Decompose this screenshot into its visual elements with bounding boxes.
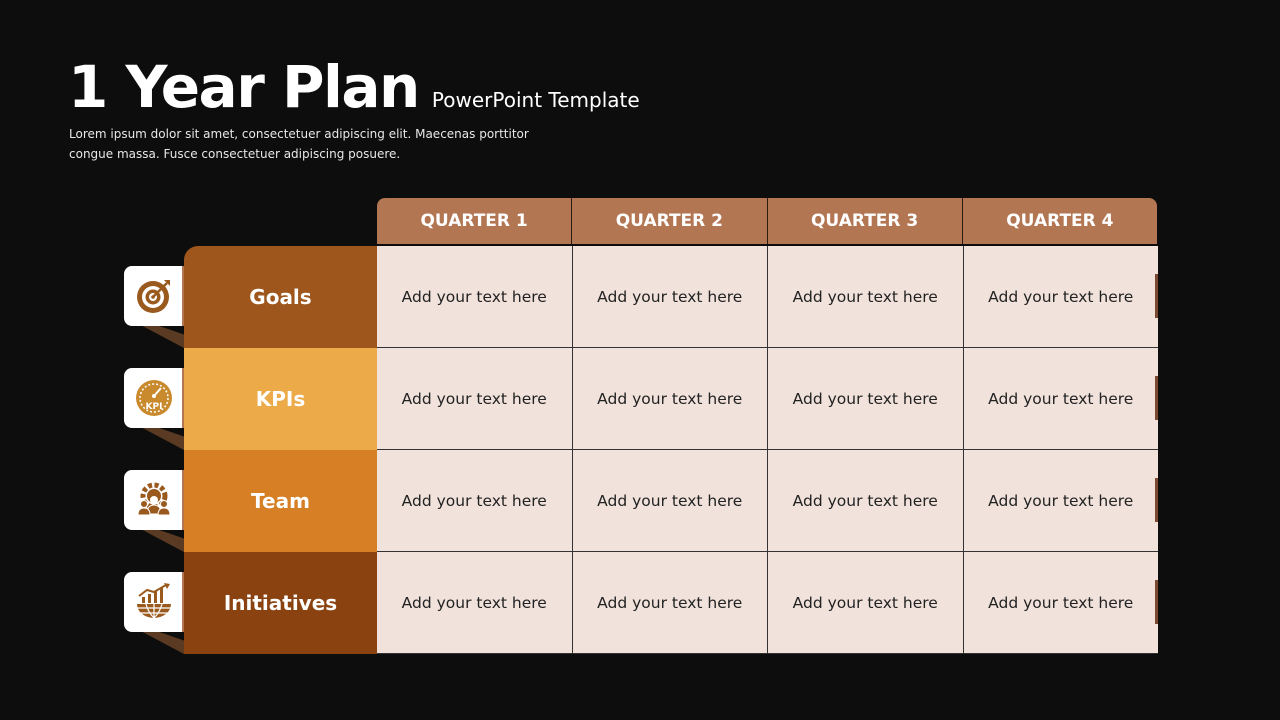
- table-cell[interactable]: [377, 450, 573, 552]
- row-cells: [377, 552, 1158, 654]
- quarter-1-header: QUARTER 1: [377, 198, 572, 244]
- description-line: Lorem ipsum dolor sit amet, consectetuer adipiscing elit. Maecenas porttitor: [69, 127, 529, 141]
- slide-subtitle: PowerPoint Template: [431, 88, 640, 112]
- table-cell[interactable]: [377, 348, 573, 450]
- cell-text: Add your text here: [401, 593, 547, 612]
- team-gear-icon: [134, 480, 174, 520]
- cell-text: Add your text here: [401, 287, 547, 306]
- table-cell[interactable]: [573, 450, 769, 552]
- plan-row-goals: [124, 246, 1158, 348]
- row-icon-box: [124, 266, 184, 326]
- table-cell[interactable]: [964, 246, 1159, 348]
- row-label-goals: Goals: [184, 246, 377, 348]
- quarter-3-header: QUARTER 3: [768, 198, 963, 244]
- plan-row-team: [124, 450, 1158, 552]
- cell-text: Add your text here: [792, 287, 938, 306]
- quarter-header: [377, 198, 1157, 244]
- svg-text:KPI: KPI: [145, 402, 163, 412]
- cell-text: Add your text here: [597, 287, 743, 306]
- slide-title: 1 Year Plan: [68, 53, 419, 121]
- plan-row-initiatives: [124, 552, 1158, 654]
- cell-edge-mark: [1155, 274, 1158, 318]
- table-cell[interactable]: [573, 552, 769, 654]
- cell-text: Add your text here: [792, 491, 938, 510]
- row-label-kpis: KPIs: [184, 348, 377, 450]
- cell-text: Add your text here: [988, 389, 1134, 408]
- table-cell[interactable]: [377, 552, 573, 654]
- globe-growth-icon: [134, 582, 174, 622]
- quarter-4-header: QUARTER 4: [1006, 211, 1114, 231]
- row-cells: [377, 450, 1158, 552]
- table-cell[interactable]: [768, 348, 964, 450]
- table-cell[interactable]: [768, 246, 964, 348]
- table-cell[interactable]: [573, 348, 769, 450]
- table-cell[interactable]: [964, 450, 1159, 552]
- cell-text: Add your text here: [597, 389, 743, 408]
- quarter-2-header: QUARTER 2: [572, 198, 767, 244]
- cell-text: Add your text here: [988, 287, 1134, 306]
- cell-text: Add your text here: [401, 491, 547, 510]
- cell-text: Add your text here: [988, 491, 1134, 510]
- table-cell[interactable]: [964, 348, 1159, 450]
- cell-text: Add your text here: [597, 491, 743, 510]
- cell-edge-mark: [1155, 580, 1158, 624]
- plan-row-kpis: [124, 348, 1158, 450]
- cell-text: Add your text here: [792, 389, 938, 408]
- target-icon: [134, 276, 174, 316]
- cell-text: Add your text here: [597, 593, 743, 612]
- row-icon-box: [124, 470, 184, 530]
- cell-text: Add your text here: [401, 389, 547, 408]
- table-cell[interactable]: [573, 246, 769, 348]
- description-line: congue massa. Fusce consectetuer adipiscing posuere.: [69, 147, 401, 161]
- row-cells: [377, 246, 1158, 348]
- row-label-team: Team: [184, 450, 377, 552]
- row-icon-box: [124, 572, 184, 632]
- title-block: [68, 52, 640, 122]
- table-cell[interactable]: [964, 552, 1159, 654]
- row-label-initiatives: Initiatives: [184, 552, 377, 654]
- kpi-gauge-icon: [134, 378, 174, 418]
- cell-text: Add your text here: [988, 593, 1134, 612]
- table-cell[interactable]: [768, 552, 964, 654]
- row-icon-box: [124, 368, 184, 428]
- slide-description: [69, 124, 569, 164]
- cell-edge-mark: [1155, 478, 1158, 522]
- cell-edge-mark: [1155, 376, 1158, 420]
- table-cell[interactable]: [377, 246, 573, 348]
- cell-text: Add your text here: [792, 593, 938, 612]
- table-cell[interactable]: [768, 450, 964, 552]
- row-cells: [377, 348, 1158, 450]
